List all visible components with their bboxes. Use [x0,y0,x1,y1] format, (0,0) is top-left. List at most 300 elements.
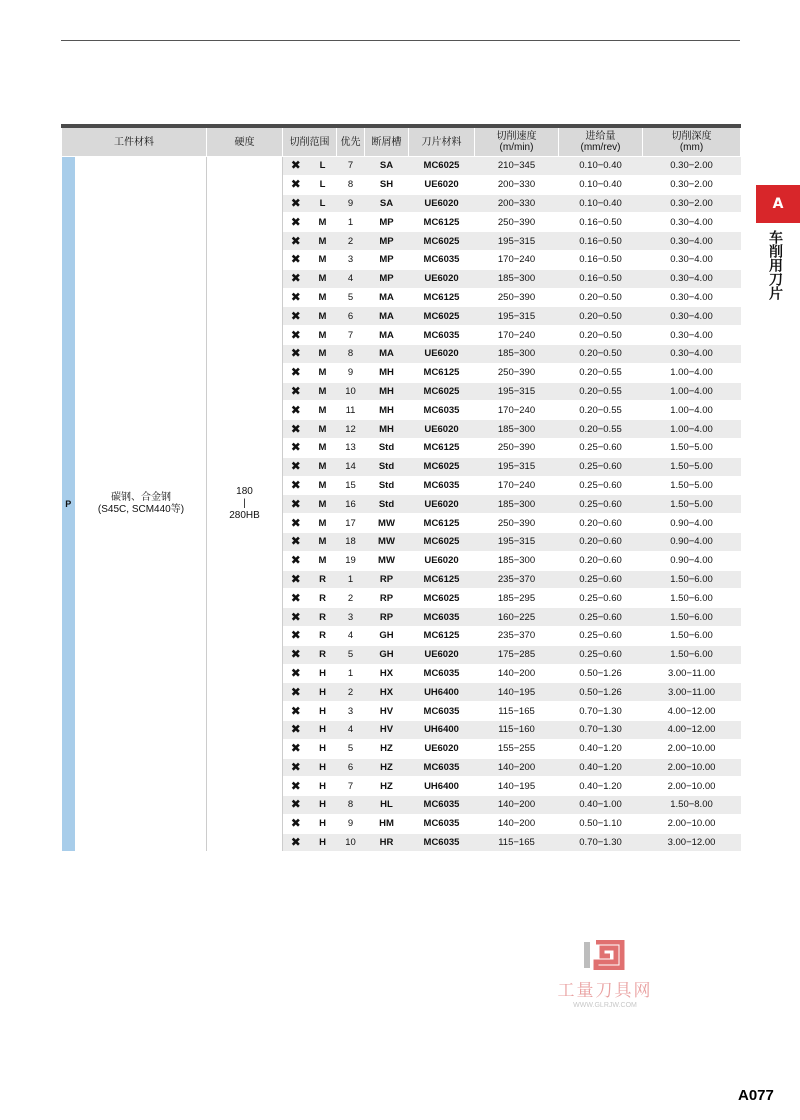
priority-cell: 4 [337,269,365,288]
chipbreaker-cell: MA [365,307,409,326]
priority-cell: 2 [337,589,365,608]
chipbreaker-cell: MH [365,363,409,382]
feed-cell: 0.16−0.50 [559,269,643,288]
depth-cell: 2.00−10.00 [643,758,741,777]
chipbreaker-cell: MA [365,326,409,345]
depth-cell: 1.50−6.00 [643,570,741,589]
header-material: 工件材料 [62,126,207,157]
grade-cell: MC6035 [409,608,475,627]
feed-cell: 0.25−0.60 [559,608,643,627]
feed-cell: 0.40−1.00 [559,796,643,815]
grade-cell: MC6025 [409,457,475,476]
table-row [62,157,741,176]
priority-cell: 8 [337,175,365,194]
cross-arrows-icon: ✖ [283,438,309,457]
range-cell: H [309,664,337,683]
priority-cell: 3 [337,608,365,627]
grade-cell: UE6020 [409,194,475,213]
depth-cell: 0.30−4.00 [643,288,741,307]
depth-cell: 1.50−5.00 [643,476,741,495]
section-tab-letter: A [772,196,784,212]
depth-cell: 0.30−2.00 [643,175,741,194]
speed-cell: 250−390 [475,438,559,457]
range-cell: L [309,157,337,176]
depth-cell: 3.00−12.00 [643,833,741,852]
chipbreaker-cell: Std [365,438,409,457]
feed-cell: 0.20−0.55 [559,420,643,439]
depth-cell: 0.30−4.00 [643,232,741,251]
header-feed-label: 进给量 [585,131,616,142]
chipbreaker-cell: MA [365,288,409,307]
feed-cell: 0.25−0.60 [559,457,643,476]
depth-cell: 3.00−11.00 [643,664,741,683]
cross-arrows-icon: ✖ [283,589,309,608]
speed-cell: 170−240 [475,326,559,345]
header-depth-label: 切削深度 [671,131,712,142]
hardness-max: 280HB [229,510,260,522]
priority-cell: 14 [337,457,365,476]
feed-cell: 0.20−0.55 [559,401,643,420]
cross-arrows-icon: ✖ [283,720,309,739]
cross-arrows-icon: ✖ [283,645,309,664]
speed-cell: 195−315 [475,232,559,251]
depth-cell: 0.30−4.00 [643,326,741,345]
cross-arrows-icon: ✖ [283,739,309,758]
speed-cell: 140−195 [475,683,559,702]
header-hardness: 硬度 [207,126,283,157]
grade-cell: MC6035 [409,702,475,721]
header-feed-unit: (mm/rev) [580,142,621,153]
depth-cell: 1.50−8.00 [643,796,741,815]
priority-cell: 1 [337,570,365,589]
material-grades: (S45C, SCM440等) [97,504,185,516]
chipbreaker-cell: HZ [365,777,409,796]
chipbreaker-cell: MH [365,420,409,439]
priority-cell: 2 [337,683,365,702]
feed-cell: 0.20−0.50 [559,326,643,345]
header-depth-unit: (mm) [679,142,704,153]
priority-cell: 1 [337,664,365,683]
chipbreaker-cell: SH [365,175,409,194]
feed-cell: 0.16−0.50 [559,232,643,251]
priority-cell: 1 [337,213,365,232]
feed-cell: 0.10−0.40 [559,194,643,213]
range-cell: M [309,495,337,514]
depth-cell: 3.00−11.00 [643,683,741,702]
speed-cell: 185−300 [475,551,559,570]
feed-cell: 0.50−1.10 [559,814,643,833]
grade-cell: MC6035 [409,758,475,777]
chipbreaker-cell: MW [365,532,409,551]
grade-cell: UE6020 [409,269,475,288]
speed-cell: 185−300 [475,420,559,439]
priority-cell: 3 [337,250,365,269]
grade-cell: MC6025 [409,157,475,176]
feed-cell: 0.25−0.60 [559,626,643,645]
feed-cell: 0.25−0.60 [559,476,643,495]
chipbreaker-cell: HZ [365,758,409,777]
chipbreaker-cell: HZ [365,739,409,758]
chipbreaker-cell: RP [365,570,409,589]
table-header-row [62,126,741,157]
cross-arrows-icon: ✖ [283,702,309,721]
range-cell: H [309,739,337,758]
grade-cell: UH6400 [409,777,475,796]
feed-cell: 0.20−0.60 [559,532,643,551]
hardness-sep: | [243,498,246,510]
grade-cell: MC6035 [409,833,475,852]
feed-cell: 0.40−1.20 [559,777,643,796]
feed-cell: 0.20−0.55 [559,363,643,382]
grade-cell: MC6125 [409,213,475,232]
material-cell [76,157,207,852]
priority-cell: 8 [337,344,365,363]
grade-cell: MC6035 [409,326,475,345]
chipbreaker-cell: MP [365,250,409,269]
grade-cell: MC6035 [409,401,475,420]
priority-cell: 7 [337,326,365,345]
cutting-conditions-table [61,124,741,852]
depth-cell: 1.00−4.00 [643,382,741,401]
cross-arrows-icon: ✖ [283,476,309,495]
feed-cell: 0.25−0.60 [559,589,643,608]
feed-cell: 0.25−0.60 [559,570,643,589]
chipbreaker-cell: MP [365,232,409,251]
priority-cell: 12 [337,420,365,439]
grade-cell: UE6020 [409,175,475,194]
depth-cell: 1.50−6.00 [643,626,741,645]
grade-cell: MC6025 [409,532,475,551]
speed-cell: 200−330 [475,175,559,194]
section-tab-label: 车削用刀片 [767,230,783,300]
feed-cell: 0.20−0.60 [559,514,643,533]
range-cell: M [309,288,337,307]
chipbreaker-cell: HX [365,664,409,683]
cross-arrows-icon: ✖ [283,382,309,401]
cross-arrows-icon: ✖ [283,833,309,852]
speed-cell: 235−370 [475,570,559,589]
feed-cell: 0.16−0.50 [559,213,643,232]
priority-cell: 3 [337,702,365,721]
priority-cell: 2 [337,232,365,251]
depth-cell: 0.30−4.00 [643,213,741,232]
range-cell: R [309,570,337,589]
speed-cell: 140−200 [475,796,559,815]
range-cell: M [309,344,337,363]
cross-arrows-icon: ✖ [283,814,309,833]
grade-cell: MC6025 [409,589,475,608]
cross-arrows-icon: ✖ [283,157,309,176]
chipbreaker-cell: SA [365,194,409,213]
speed-cell: 140−200 [475,814,559,833]
cross-arrows-icon: ✖ [283,683,309,702]
feed-cell: 0.50−1.26 [559,664,643,683]
range-cell: M [309,307,337,326]
depth-cell: 2.00−10.00 [643,739,741,758]
grade-cell: MC6125 [409,363,475,382]
range-cell: M [309,363,337,382]
depth-cell: 1.50−6.00 [643,645,741,664]
priority-cell: 4 [337,720,365,739]
priority-cell: 10 [337,382,365,401]
feed-cell: 0.40−1.20 [559,739,643,758]
grade-cell: MC6035 [409,250,475,269]
grade-cell: UH6400 [409,720,475,739]
speed-cell: 115−160 [475,720,559,739]
cross-arrows-icon: ✖ [283,457,309,476]
range-cell: L [309,175,337,194]
cross-arrows-icon: ✖ [283,608,309,627]
speed-cell: 185−300 [475,344,559,363]
priority-cell: 9 [337,194,365,213]
priority-cell: 16 [337,495,365,514]
range-cell: M [309,476,337,495]
cross-arrows-icon: ✖ [283,570,309,589]
grade-cell: UE6020 [409,420,475,439]
material-name: 碳钢、合金钢 [111,492,171,504]
range-cell: H [309,814,337,833]
priority-cell: 4 [337,626,365,645]
feed-cell: 0.20−0.60 [559,551,643,570]
cross-arrows-icon: ✖ [283,420,309,439]
chipbreaker-cell: RP [365,608,409,627]
range-cell: M [309,438,337,457]
depth-cell: 0.90−4.00 [643,532,741,551]
chipbreaker-cell: Std [365,495,409,514]
depth-cell: 1.50−5.00 [643,438,741,457]
grade-cell: MC6025 [409,232,475,251]
priority-cell: 9 [337,363,365,382]
header-speed-label: 切削速度 [496,131,537,142]
grade-cell: MC6125 [409,514,475,533]
feed-cell: 0.25−0.60 [559,438,643,457]
speed-cell: 195−315 [475,457,559,476]
depth-cell: 1.00−4.00 [643,401,741,420]
priority-cell: 19 [337,551,365,570]
speed-cell: 235−370 [475,626,559,645]
speed-cell: 195−315 [475,382,559,401]
chipbreaker-cell: Std [365,457,409,476]
priority-cell: 9 [337,814,365,833]
chipbreaker-cell: MW [365,551,409,570]
top-rule [61,40,740,41]
material-class-cell: P [62,157,76,852]
depth-cell: 2.00−10.00 [643,777,741,796]
feed-cell: 0.70−1.30 [559,833,643,852]
cross-arrows-icon: ✖ [283,758,309,777]
depth-cell: 0.30−4.00 [643,307,741,326]
grade-cell: UE6020 [409,551,475,570]
range-cell: L [309,194,337,213]
chipbreaker-cell: MH [365,401,409,420]
feed-cell: 0.16−0.50 [559,250,643,269]
range-cell: M [309,269,337,288]
range-cell: M [309,514,337,533]
depth-cell: 1.50−6.00 [643,608,741,627]
speed-cell: 115−165 [475,833,559,852]
cross-arrows-icon: ✖ [283,363,309,382]
range-cell: M [309,532,337,551]
range-cell: R [309,608,337,627]
grade-cell: MC6125 [409,626,475,645]
range-cell: M [309,250,337,269]
priority-cell: 15 [337,476,365,495]
chipbreaker-cell: GH [365,626,409,645]
chipbreaker-cell: MP [365,269,409,288]
speed-cell: 210−345 [475,157,559,176]
feed-cell: 0.10−0.40 [559,157,643,176]
cross-arrows-icon: ✖ [283,401,309,420]
priority-cell: 5 [337,739,365,758]
depth-cell: 4.00−12.00 [643,720,741,739]
header-depth [643,126,741,157]
watermark-url: WWW.GLRJW.COM [573,1002,637,1009]
chipbreaker-cell: HV [365,720,409,739]
priority-cell: 17 [337,514,365,533]
feed-cell: 0.10−0.40 [559,175,643,194]
cross-arrows-icon: ✖ [283,194,309,213]
header-feed [559,126,643,157]
speed-cell: 250−390 [475,363,559,382]
range-cell: H [309,777,337,796]
depth-cell: 0.30−4.00 [643,250,741,269]
cross-arrows-icon: ✖ [283,288,309,307]
cross-arrows-icon: ✖ [283,344,309,363]
speed-cell: 200−330 [475,194,559,213]
priority-cell: 13 [337,438,365,457]
speed-cell: 140−195 [475,777,559,796]
speed-cell: 170−240 [475,476,559,495]
priority-cell: 6 [337,307,365,326]
grade-cell: MC6125 [409,438,475,457]
section-tab[interactable] [756,185,800,223]
depth-cell: 0.90−4.00 [643,551,741,570]
header-grade: 刀片材料 [409,126,475,157]
chipbreaker-cell: RP [365,589,409,608]
depth-cell: 1.00−4.00 [643,363,741,382]
priority-cell: 5 [337,645,365,664]
speed-cell: 250−390 [475,288,559,307]
feed-cell: 0.70−1.30 [559,720,643,739]
speed-cell: 170−240 [475,401,559,420]
range-cell: H [309,796,337,815]
speed-cell: 185−300 [475,495,559,514]
cross-arrows-icon: ✖ [283,626,309,645]
watermark-name: 工量刀具网 [557,981,653,1001]
speed-cell: 160−225 [475,608,559,627]
depth-cell: 0.30−4.00 [643,269,741,288]
cross-arrows-icon: ✖ [283,532,309,551]
depth-cell: 1.00−4.00 [643,420,741,439]
header-chipbreaker: 断屑槽 [365,126,409,157]
range-cell: H [309,833,337,852]
header-priority: 优先 [337,126,365,157]
range-cell: M [309,382,337,401]
cross-arrows-icon: ✖ [283,232,309,251]
depth-cell: 0.30−4.00 [643,344,741,363]
grade-cell: UH6400 [409,683,475,702]
speed-cell: 140−200 [475,758,559,777]
chipbreaker-cell: MA [365,344,409,363]
priority-cell: 10 [337,833,365,852]
depth-cell: 0.30−2.00 [643,157,741,176]
grade-cell: MC6125 [409,570,475,589]
grade-cell: MC6035 [409,814,475,833]
priority-cell: 6 [337,758,365,777]
cross-arrows-icon: ✖ [283,514,309,533]
speed-cell: 185−295 [475,589,559,608]
speed-cell: 185−300 [475,269,559,288]
priority-cell: 5 [337,288,365,307]
feed-cell: 0.40−1.20 [559,758,643,777]
range-cell: R [309,626,337,645]
range-cell: H [309,702,337,721]
grade-cell: MC6025 [409,307,475,326]
chipbreaker-cell: MW [365,514,409,533]
grade-cell: MC6035 [409,476,475,495]
cross-arrows-icon: ✖ [283,551,309,570]
speed-cell: 250−390 [475,213,559,232]
speed-cell: 170−240 [475,250,559,269]
speed-cell: 195−315 [475,532,559,551]
cross-arrows-icon: ✖ [283,326,309,345]
depth-cell: 1.50−6.00 [643,589,741,608]
grade-cell: UE6020 [409,739,475,758]
range-cell: M [309,401,337,420]
range-cell: M [309,551,337,570]
depth-cell: 0.30−2.00 [643,194,741,213]
speed-cell: 195−315 [475,307,559,326]
cross-arrows-icon: ✖ [283,213,309,232]
depth-cell: 4.00−12.00 [643,702,741,721]
grade-cell: MC6035 [409,796,475,815]
chipbreaker-cell: Std [365,476,409,495]
feed-cell: 0.20−0.55 [559,382,643,401]
grade-cell: UE6020 [409,645,475,664]
range-cell: H [309,758,337,777]
chipbreaker-cell: HV [365,702,409,721]
page-number: A077 [738,1087,774,1104]
grade-cell: MC6025 [409,382,475,401]
cross-arrows-icon: ✖ [283,250,309,269]
hardness-cell [207,157,283,852]
cross-arrows-icon: ✖ [283,777,309,796]
range-cell: M [309,326,337,345]
speed-cell: 155−255 [475,739,559,758]
speed-cell: 115−165 [475,702,559,721]
watermark [530,940,680,1015]
depth-cell: 1.50−5.00 [643,457,741,476]
priority-cell: 18 [337,532,365,551]
priority-cell: 7 [337,777,365,796]
grade-cell: MC6035 [409,664,475,683]
cross-arrows-icon: ✖ [283,664,309,683]
feed-cell: 0.25−0.60 [559,495,643,514]
priority-cell: 7 [337,157,365,176]
feed-cell: 0.20−0.50 [559,307,643,326]
speed-cell: 250−390 [475,514,559,533]
cross-arrows-icon: ✖ [283,269,309,288]
feed-cell: 0.70−1.30 [559,702,643,721]
range-cell: M [309,213,337,232]
grade-cell: UE6020 [409,344,475,363]
chipbreaker-cell: HL [365,796,409,815]
speed-cell: 175−285 [475,645,559,664]
cross-arrows-icon: ✖ [283,495,309,514]
range-cell: M [309,457,337,476]
speed-cell: 140−200 [475,664,559,683]
chipbreaker-cell: GH [365,645,409,664]
